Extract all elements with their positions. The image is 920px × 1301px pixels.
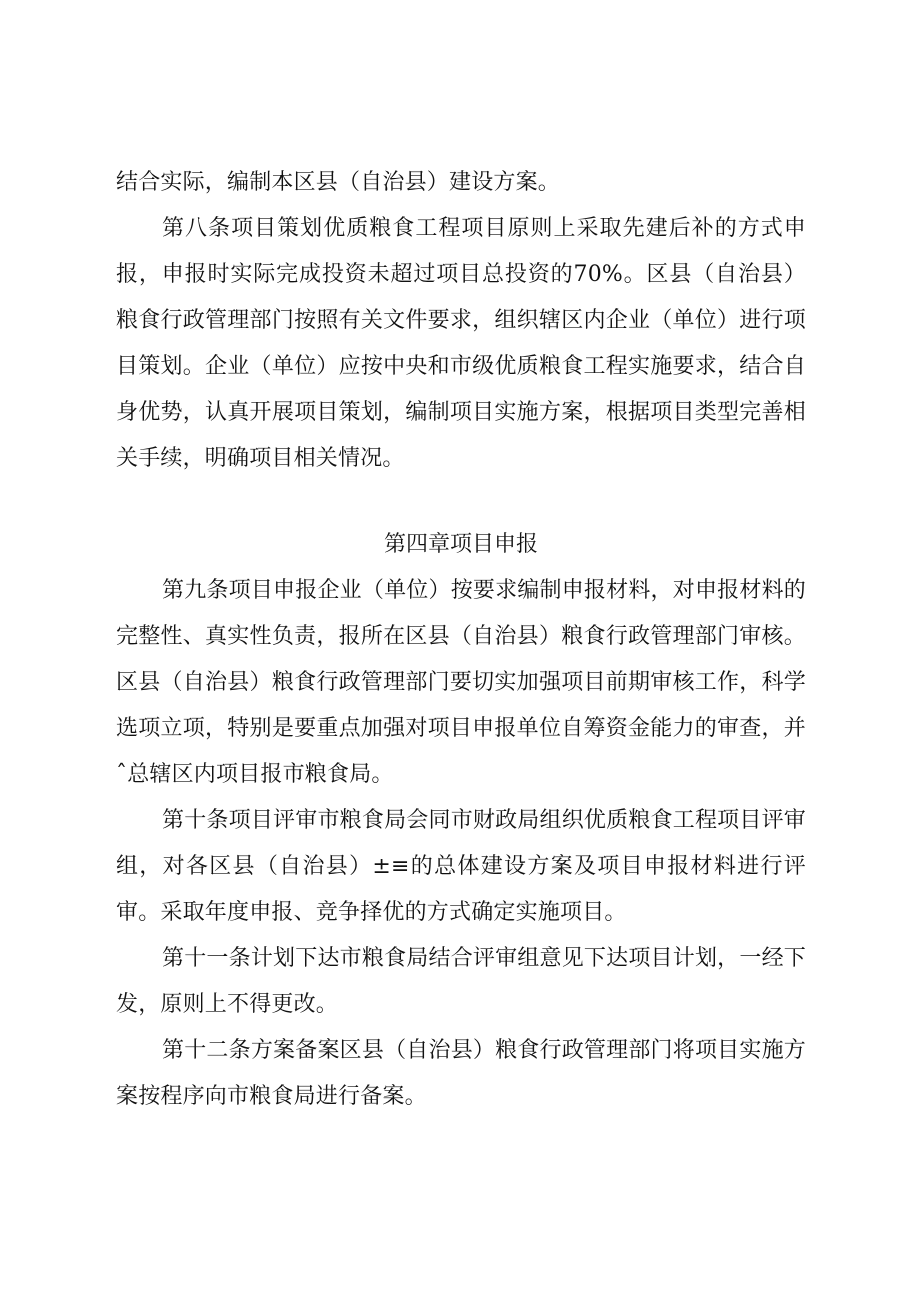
paragraph-article-9: 第九条项目申报企业（单位）按要求编制申报材料，对申报材料的完整性、真实性负责，报所在区县（自治县）粮食行政管理部门审核。区县（自治县）粮食行政管理部门要切实加强项目前期审核工作，科学选项立项，特别是要重点加强对项目申报单位自筹资金能力的审查，并ˆ总辖区内项目报市粮食局。	[116, 578, 806, 787]
paragraph-continuation: 结合实际，编制本区县（自治县）建设方案。	[116, 170, 561, 195]
chapter-title: 第四章项目申报	[383, 532, 538, 557]
paragraph-article-8: 第八条项目策划优质粮食工程项目原则上采取先建后补的方式申报，申报时实际完成投资未超过项目总投资的70%。区县（自治县）粮食行政管理部门按照有关文件要求，组织辖区内企业（单位）进行项目策划。企业（单位）应按中央和市级优质粮食工程实施要求，结合自身优势，认真开展项目策划，编制项目实施方案，根据项目类型完善相关手续，明确项目相关情况。	[116, 216, 806, 471]
document-page	[116, 160, 806, 1120]
paragraph-article-10: 第十条项目评审市粮食局会同市财政局组织优质粮食工程项目评审组，对各区县（自治县）±≡的总体建设方案及项目申报材料进行评审。采取年度申报、竞争择优的方式确定实施项目。	[116, 808, 806, 925]
paragraph-article-12: 第十二条方案备案区县（自治县）粮食行政管理部门将项目实施方案按程序向市粮食局进行备案。	[116, 1038, 806, 1109]
paragraph-article-11: 第十一条计划下达市粮食局结合评审组意见下达项目计划，一经下发，原则上不得更改。	[116, 946, 806, 1017]
section-gap	[116, 482, 806, 522]
